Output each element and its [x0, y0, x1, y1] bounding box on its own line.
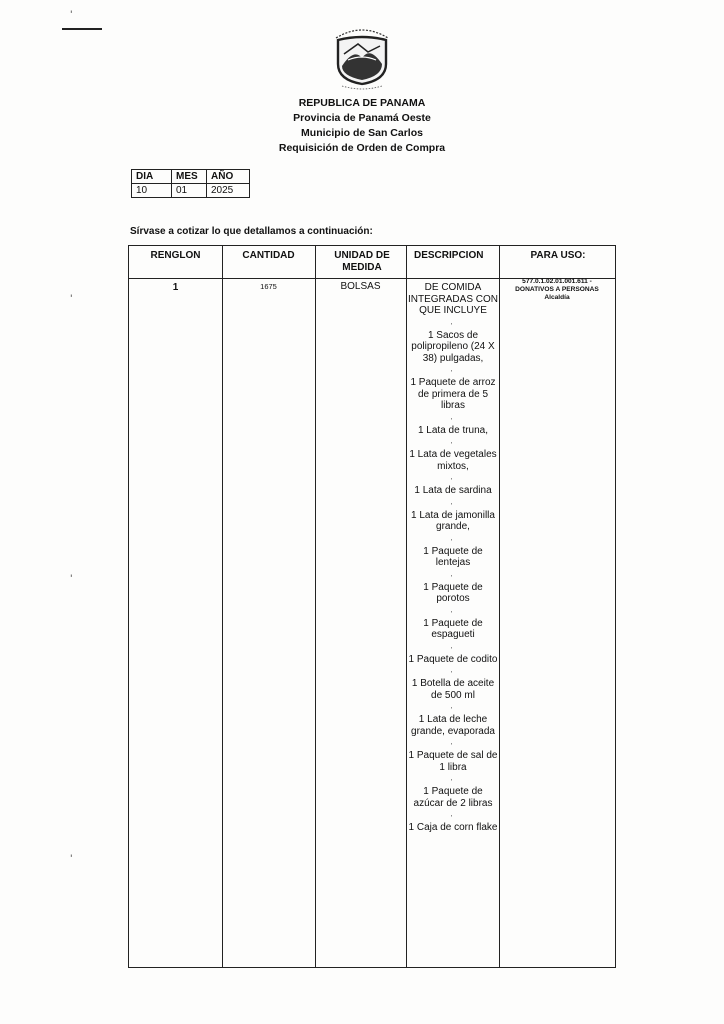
- description-item: ' 1 Paquete de sal de 1 libra: [407, 750, 499, 773]
- date-value-month: 01: [172, 184, 207, 198]
- column-header-unidad: UNIDAD DE MEDIDA: [334, 250, 390, 273]
- description-item: ' 1 Paquete de arroz de primera de 5 libras: [407, 377, 499, 412]
- scan-mark: ': [70, 10, 73, 20]
- country-title: REPUBLICA DE PANAMA: [298, 97, 426, 109]
- scan-mark: ': [70, 854, 73, 864]
- unidad-value: BOLSAS: [340, 281, 381, 292]
- document-title: Requisición de Orden de Compra: [278, 142, 446, 154]
- municipality-title: Municipio de San Carlos: [301, 127, 423, 139]
- intro-text: Sírvase a cotizar lo que detallamos a continuación:: [130, 226, 373, 237]
- scan-mark: ': [70, 294, 73, 304]
- description-cell: [407, 282, 499, 847]
- column-header-descripcion: DESCRIPCION: [414, 250, 484, 261]
- description-item: ' 1 Sacos de polipropileno (24 X 38) pulgadas,: [407, 330, 499, 365]
- description-item: ' 1 Caja de corn flake: [407, 822, 499, 834]
- description-item: ' 1 Paquete de azúcar de 2 libras: [407, 786, 499, 809]
- date-value-year: 2025: [207, 184, 250, 198]
- municipal-seal-logo: [328, 24, 396, 90]
- para-uso-cell: [501, 278, 613, 302]
- description-item: ' 1 Lata de jamonilla grande,: [407, 510, 499, 533]
- description-item: ' 1 Lata de truna,: [407, 425, 499, 437]
- cantidad-value: 1675: [260, 282, 277, 291]
- budget-code: 577.0.1.02.01.001.611 -: [522, 278, 592, 285]
- description-item: ' 1 Lata de sardina: [407, 485, 499, 497]
- scan-mark: [62, 28, 102, 30]
- column-header-cantidad: CANTIDAD: [242, 250, 295, 261]
- date-value-day: 10: [132, 184, 172, 198]
- budget-entity: Alcaldía: [544, 294, 570, 301]
- date-header-day: DIA: [132, 170, 172, 184]
- description-item: ' 1 Paquete de codito: [407, 654, 499, 666]
- description-head: DE COMIDA INTEGRADAS CON QUE INCLUYE: [407, 282, 498, 316]
- description-item: ' 1 Lata de vegetales mixtos,: [407, 449, 499, 472]
- description-item: ' 1 Botella de aceite de 500 ml: [407, 678, 499, 701]
- date-header-month: MES: [172, 170, 207, 184]
- date-header-year: AÑO: [207, 170, 250, 184]
- budget-description: DONATIVOS A PERSONAS: [515, 286, 599, 293]
- province-title: Provincia de Panamá Oeste: [293, 112, 431, 124]
- description-item: ' 1 Paquete de espagueti: [407, 618, 499, 641]
- document-header: [0, 96, 724, 156]
- date-table: [131, 169, 250, 198]
- column-header-renglon: RENGLON: [150, 250, 201, 261]
- renglon-value: 1: [172, 282, 179, 293]
- column-header-para-uso: PARA USO:: [530, 250, 586, 261]
- description-item: ' 1 Paquete de lentejas: [407, 546, 499, 569]
- description-item: ' 1 Paquete de porotos: [407, 582, 499, 605]
- description-item: ' 1 Lata de leche grande, evaporada: [407, 714, 499, 737]
- scan-mark: ': [70, 574, 73, 584]
- items-table: [128, 245, 616, 968]
